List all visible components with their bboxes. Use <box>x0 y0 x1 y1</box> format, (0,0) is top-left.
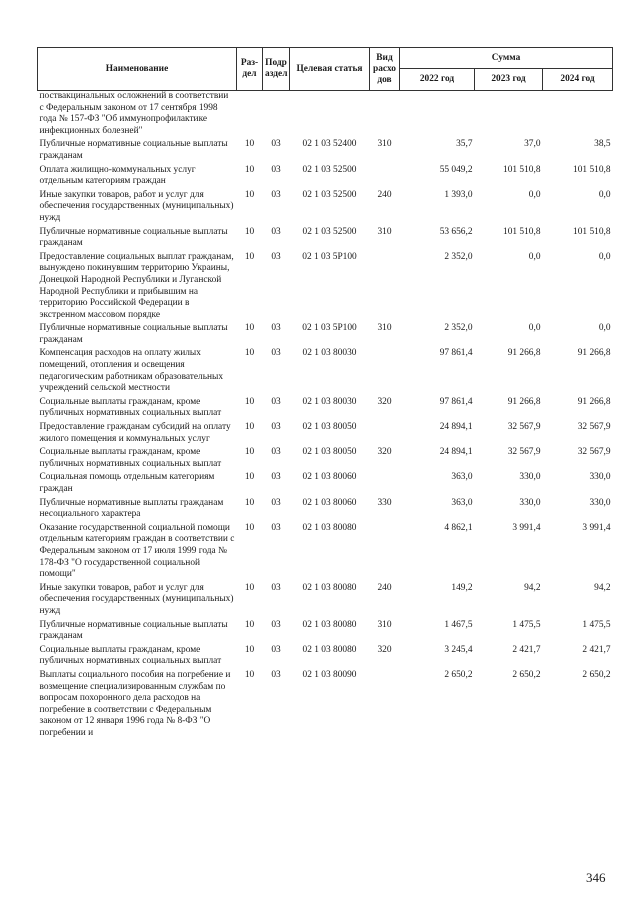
table-cell-2022: 149,2 <box>451 582 473 593</box>
table-cell-2024: 330,0 <box>589 472 611 483</box>
table-cell-section: 10 <box>244 348 255 359</box>
table-cell-2022: 35,7 <box>456 139 473 150</box>
table-cell-section: 10 <box>244 251 255 262</box>
table-cell-subsection: 03 <box>271 644 281 655</box>
table-row <box>38 523 613 583</box>
table-cell-section: 10 <box>244 189 255 200</box>
table-cell-target-article: 02 1 03 80080 <box>302 582 357 593</box>
table-row <box>38 227 613 252</box>
table-cell-section: 10 <box>244 323 255 334</box>
table-cell-2023: 32 567,9 <box>507 422 541 433</box>
table-cell-2022: 24 894,1 <box>439 422 473 433</box>
table-cell-expense-type: 310 <box>377 139 392 150</box>
table-cell-2023: 0,0 <box>528 323 541 334</box>
table-cell-2022: 53 656,2 <box>439 226 473 237</box>
table-cell-2023: 330,0 <box>519 497 541 508</box>
table-cell-target-article: 02 1 03 5P100 <box>302 251 357 262</box>
table-cell-name: Предоставление гражданам субсидий на оплату жилого помещения и коммунальных услуг <box>39 422 231 444</box>
table-cell-2022: 55 049,2 <box>439 164 473 175</box>
header-sum: Сумма <box>400 48 613 69</box>
table-row <box>38 447 613 472</box>
table-cell-section: 10 <box>244 522 255 533</box>
table-cell-2022: 4 862,1 <box>444 522 473 533</box>
table-cell-2022: 24 894,1 <box>439 447 473 458</box>
budget-table <box>37 47 613 741</box>
table-cell-2022: 2 352,0 <box>444 251 473 262</box>
table-cell-section: 10 <box>244 139 255 150</box>
table-cell-section: 10 <box>244 669 255 680</box>
table-row <box>38 139 613 164</box>
table-cell-subsection: 03 <box>271 323 281 334</box>
table-cell-2024: 0,0 <box>598 323 611 334</box>
table-cell-name: Предоставление социальных выплат гражданам, вынуждено покинувшим территорию Украины, Донецкой Народной Республики и Луганской Народной Республики и прибывшим на территорию Российской Федерации в экстренном массовом порядке <box>39 251 234 320</box>
table-cell-section: 10 <box>244 619 255 630</box>
table-cell-name: Публичные нормативные социальные выплаты гражданам <box>39 226 228 249</box>
table-cell-2024: 1 475,5 <box>582 619 611 630</box>
table-cell-2023: 94,2 <box>524 582 541 593</box>
table-cell-expense-type: 320 <box>377 447 392 458</box>
header-year-2023: 2023 год <box>475 69 543 91</box>
table-cell-expense-type <box>370 165 400 190</box>
table-cell-2022: 97 861,4 <box>439 348 473 359</box>
header-name: Наименование <box>38 48 237 91</box>
table-cell-section: 10 <box>244 447 255 458</box>
header-year-2022: 2022 год <box>400 69 475 91</box>
table-cell-name: Социальные выплаты гражданам, кроме публичных нормативных социальных выплат <box>39 644 222 667</box>
table-row <box>38 498 613 523</box>
table-cell-2022: 363,0 <box>451 472 473 483</box>
table-cell-subsection: 03 <box>271 619 281 630</box>
table-cell-expense-type <box>370 472 400 497</box>
table-cell-expense-type: 320 <box>377 644 392 655</box>
table-header <box>38 48 613 91</box>
table-cell-name: Оказание государственной социальной помощи отдельным категориям граждан в соответствии с Федеральным законом от 17 июля 1999 года № 178-ФЗ "О государственной социальной помощи" <box>39 522 235 580</box>
table-cell-name: Социальные выплаты гражданам, кроме публичных нормативных социальных выплат <box>39 447 222 469</box>
table-cell-2023: 91 266,8 <box>507 396 541 407</box>
table-row <box>38 91 613 140</box>
table-cell-target-article: 02 1 03 80050 <box>302 422 357 433</box>
table-cell-section: 10 <box>244 396 255 407</box>
table-cell-2023: 330,0 <box>519 472 541 483</box>
table-row <box>38 348 613 396</box>
table-cell-section: 10 <box>244 497 255 508</box>
table-cell-2022: 1 393,0 <box>444 189 473 200</box>
table-cell-expense-type: 240 <box>377 189 392 200</box>
table-cell-name: Публичные нормативные социальные выплаты гражданам <box>39 139 228 161</box>
table-cell-2023: 1 475,5 <box>512 619 541 630</box>
table-cell-target-article: 02 1 03 80050 <box>302 447 357 458</box>
table-cell-2024: 2 650,2 <box>582 669 611 680</box>
table-cell-2023: 101 510,8 <box>503 164 541 175</box>
table-cell-2022: 2 352,0 <box>444 323 473 334</box>
header-subsection: Подр аздел <box>263 48 290 91</box>
table-cell-2023: 2 421,7 <box>512 644 541 655</box>
table-row <box>38 422 613 447</box>
table-cell-2024: 94,2 <box>594 582 611 593</box>
table-row <box>38 583 613 620</box>
table-cell-subsection <box>263 91 290 140</box>
table-cell-expense-type: 310 <box>377 619 392 630</box>
table-cell-2022: 97 861,4 <box>439 396 473 407</box>
table-cell-target-article: 02 1 03 80080 <box>302 619 357 630</box>
table-cell-target-article: 02 1 03 52500 <box>302 189 357 200</box>
table-cell-target-article: 02 1 03 52500 <box>302 226 357 237</box>
table-cell-target-article: 02 1 03 80080 <box>302 522 357 533</box>
table-row <box>38 165 613 190</box>
table-cell-name: Социальная помощь отдельным категориям граждан <box>39 472 215 494</box>
table-cell-name: Публичные нормативные социальные выплаты гражданам <box>39 323 228 345</box>
table-cell-2024 <box>543 91 613 140</box>
table-cell-name: Иные закупки товаров, работ и услуг для обеспечения государственных (муниципальных) нужд <box>39 189 234 223</box>
table-row <box>38 645 613 670</box>
table-cell-2022 <box>400 91 475 140</box>
table-cell-expense-type <box>370 523 400 583</box>
table-cell-target-article: 02 1 03 80090 <box>302 669 357 680</box>
table-cell-target-article: 02 1 03 80030 <box>302 396 357 407</box>
table-cell-target-article: 02 1 03 80060 <box>302 472 357 483</box>
page-number: 346 <box>586 870 606 885</box>
table-cell-expense-type <box>370 348 400 396</box>
table-cell-2023 <box>475 91 543 140</box>
table-cell-subsection: 03 <box>271 522 281 533</box>
table-row <box>38 397 613 422</box>
table-cell-2023: 101 510,8 <box>503 226 541 237</box>
table-cell-name: Выплаты социального пособия на погребение и возмещение специализированным службам по вопросам похоронного дела расходов на погребение в соответствии с Федеральным законом от 12 января 1996 года № 8-ФЗ "О погребении и <box>39 669 231 738</box>
table-row <box>38 670 613 742</box>
table-cell-2024: 32 567,9 <box>577 422 611 433</box>
table-cell-section: 10 <box>244 582 255 593</box>
table-cell-2024: 0,0 <box>598 189 611 200</box>
table-cell-target-article <box>290 91 370 140</box>
table-cell-expense-type <box>370 670 400 742</box>
table-cell-2023: 91 266,8 <box>507 348 541 359</box>
table-cell-2024: 91 266,8 <box>577 396 611 407</box>
header-year-2024: 2024 год <box>543 69 613 91</box>
table-cell-subsection: 03 <box>271 497 281 508</box>
table-cell-section: 10 <box>244 226 255 237</box>
table-cell-2023: 3 991,4 <box>512 522 541 533</box>
table-cell-2023: 0,0 <box>528 189 541 200</box>
table-cell-name: поствакцинальных осложнений в соответствии с Федеральным законом от 17 сентября 1998 года № 157-ФЗ "Об иммунопрофилактике инфекционных болезней" <box>39 91 229 136</box>
table-cell-2024: 0,0 <box>598 251 611 262</box>
table-row <box>38 323 613 348</box>
table-cell-subsection: 03 <box>271 189 281 200</box>
table-body <box>38 91 613 742</box>
table-cell-expense-type: 310 <box>377 226 392 237</box>
table-cell-2022: 3 245,4 <box>444 644 473 655</box>
table-cell-name: Социальные выплаты гражданам, кроме публичных нормативных социальных выплат <box>39 396 222 419</box>
table-cell-section: 10 <box>244 422 255 433</box>
table-cell-subsection: 03 <box>271 396 281 407</box>
table-cell-name: Компенсация расходов на оплату жилых помещений, отопления и освещения педагогическим работникам образовательных учреждений сельской местности <box>39 348 224 394</box>
table-cell-subsection: 03 <box>271 348 281 359</box>
table-cell-expense-type: 330 <box>377 497 392 508</box>
table-cell-name: Публичные нормативные выплаты гражданам несоциального характера <box>39 497 224 520</box>
table-cell-expense-type: 320 <box>377 396 392 407</box>
table-cell-2024: 2 421,7 <box>582 644 611 655</box>
table-row <box>38 190 613 227</box>
table-cell-subsection: 03 <box>271 422 281 433</box>
table-cell-target-article: 02 1 03 5P100 <box>302 323 357 334</box>
table-cell-2023: 2 650,2 <box>512 669 541 680</box>
table-cell-expense-type: 310 <box>377 323 392 334</box>
table-cell-subsection: 03 <box>271 669 281 680</box>
header-section: Раз-дел <box>237 48 263 91</box>
table-cell-name: Иные закупки товаров, работ и услуг для обеспечения государственных (муниципальных) нужд <box>39 582 234 616</box>
table-cell-subsection: 03 <box>271 472 281 483</box>
table-cell-subsection: 03 <box>271 447 281 458</box>
table-cell-subsection: 03 <box>271 251 281 262</box>
table-cell-2023: 37,0 <box>524 139 541 150</box>
table-cell-expense-type <box>370 422 400 447</box>
table-cell-target-article: 02 1 03 80030 <box>302 348 357 359</box>
table-cell-target-article: 02 1 03 80080 <box>302 644 357 655</box>
table-cell-2024: 38,5 <box>594 139 611 150</box>
table-cell-name: Оплата жилищно-коммунальных услуг отдельным категориям граждан <box>39 164 196 187</box>
table-row <box>38 472 613 497</box>
table-cell-expense-type: 240 <box>377 582 392 593</box>
table-cell-2022: 1 467,5 <box>444 619 473 630</box>
table-cell-2024: 101 510,8 <box>573 226 611 237</box>
table-cell-name: Публичные нормативные социальные выплаты гражданам <box>39 619 228 642</box>
table-cell-target-article: 02 1 03 52500 <box>302 164 357 175</box>
table-cell-section: 10 <box>244 472 255 483</box>
table-cell-2024: 91 266,8 <box>577 348 611 359</box>
table-cell-target-article: 02 1 03 52400 <box>302 139 357 150</box>
table-cell-2024: 32 567,9 <box>577 447 611 458</box>
table-row <box>38 620 613 645</box>
table-cell-2024: 101 510,8 <box>573 164 611 175</box>
table-row <box>38 252 613 324</box>
table-cell-2022: 363,0 <box>451 497 473 508</box>
table-cell-2023: 32 567,9 <box>507 447 541 458</box>
table-cell-section: 10 <box>244 164 255 175</box>
table-cell-subsection: 03 <box>271 226 281 237</box>
table-cell-2024: 3 991,4 <box>582 522 611 533</box>
table-cell-target-article: 02 1 03 80060 <box>302 497 357 508</box>
table-cell-expense-type <box>370 252 400 324</box>
header-target-article: Целевая статья <box>290 48 370 91</box>
table-cell-section: 10 <box>244 644 255 655</box>
table-cell-2022: 2 650,2 <box>444 669 473 680</box>
table-cell-2023: 0,0 <box>528 251 541 262</box>
table-cell-expense-type <box>370 91 400 140</box>
table-cell-subsection: 03 <box>271 139 281 150</box>
table-cell-section <box>237 91 263 140</box>
table-cell-subsection: 03 <box>271 164 281 175</box>
header-expense-type: Вид расхо дов <box>370 48 400 91</box>
table-cell-2024: 330,0 <box>589 497 611 508</box>
table-cell-subsection: 03 <box>271 582 281 593</box>
